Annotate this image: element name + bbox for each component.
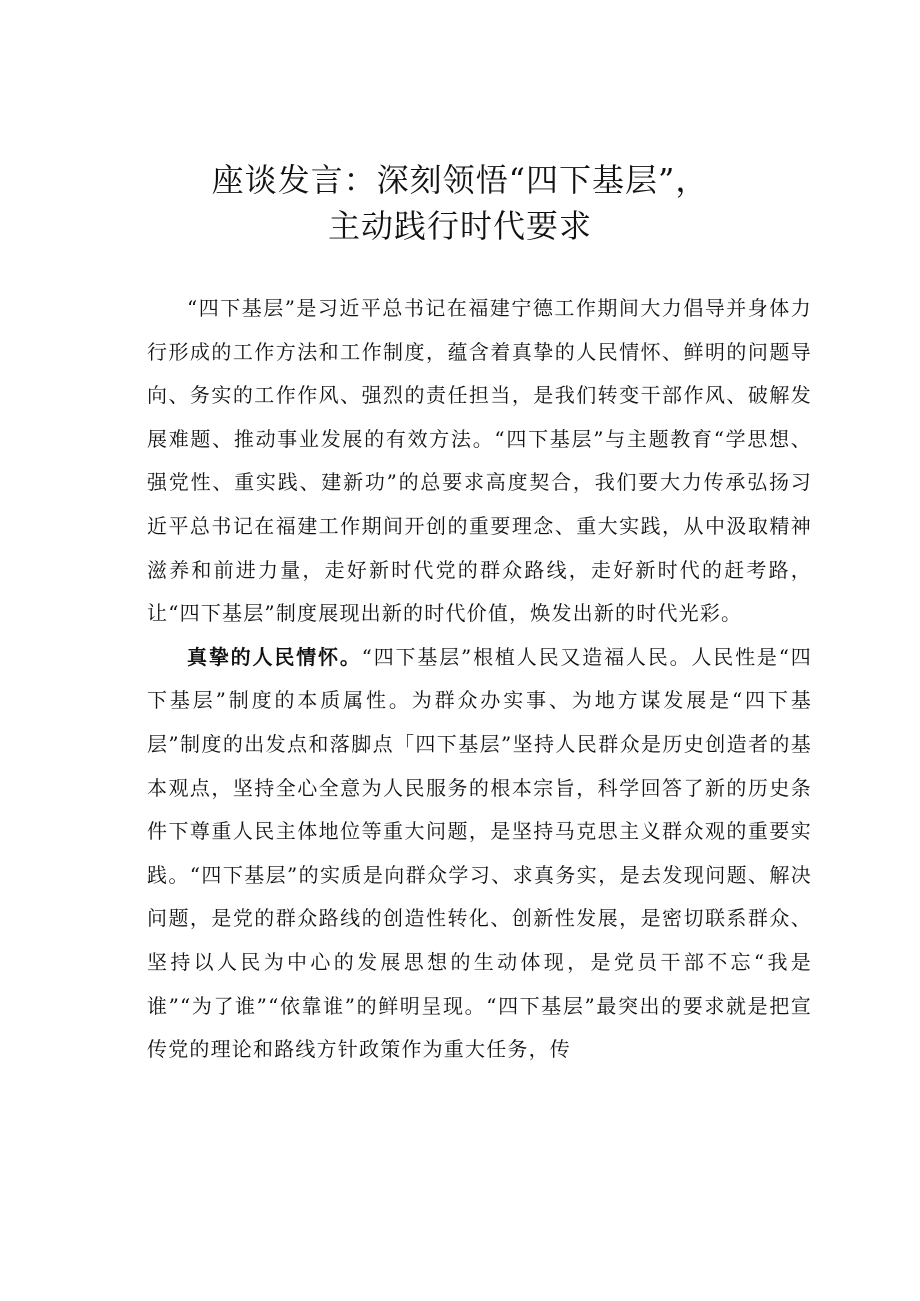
paragraph-people-sentiment-text: “四下基层”根植人民又造福人民。人民性是“四下基层”制度的本质属性。为群众办实事、为地方谋发展是“四下基层”制度的出发点和落脚点「四下基层”坚持人民群众是历史创造者的基本观点，坚持全心全意为人民服务的根本宗旨，科学回答了新的历史条件下尊重人民主体地位等重大问题，是坚持马克思主义群众观的重要实践。“四下基层”的实质是向群众学习、求真务实，是去发现问题、解决问题，是党的群众路线的创造性转化、创新性发展，是密切联系群众、坚持以人民为中心的发展思想的生动体现，是党员干部不忘“我是谁”“为了谁”“依靠谁”的鲜明呈现。“四下基层”最突出的要求就是把宣传党的理论和路线方针政策作为重大任务，传 [147,644,812,1062]
paragraph-heading: 真挚的人民情怀。 [187,644,362,669]
document-body [147,287,812,1072]
paragraph-people-sentiment [147,636,812,1072]
document-title [140,157,780,249]
paragraph-intro [147,287,812,636]
paragraph-intro-text: “四下基层”是习近平总书记在福建宁德工作期间大力倡导并身体力行形成的工作方法和工作制度，蕴含着真挚的人民情怀、鲜明的问题导向、务实的工作作风、强烈的责任担当，是我们转变干部作风、破解发展难题、推动事业发展的有效方法。“四下基层”与主题教育“学思想、强党性、重实践、建新功”的总要求高度契合，我们要大力传承弘扬习近平总书记在福建工作期间开创的重要理念、重大实践，从中汲取精神滋养和前进力量，走好新时代党的群众路线，走好新时代的赶考路，让“四下基层”制度展现出新的时代价值，焕发出新的时代光彩。 [147,296,812,626]
title-line-2: 主动践行时代要求 [327,207,592,245]
title-line-1: 座谈发言：深刻领悟“四下基层”， [211,161,709,199]
